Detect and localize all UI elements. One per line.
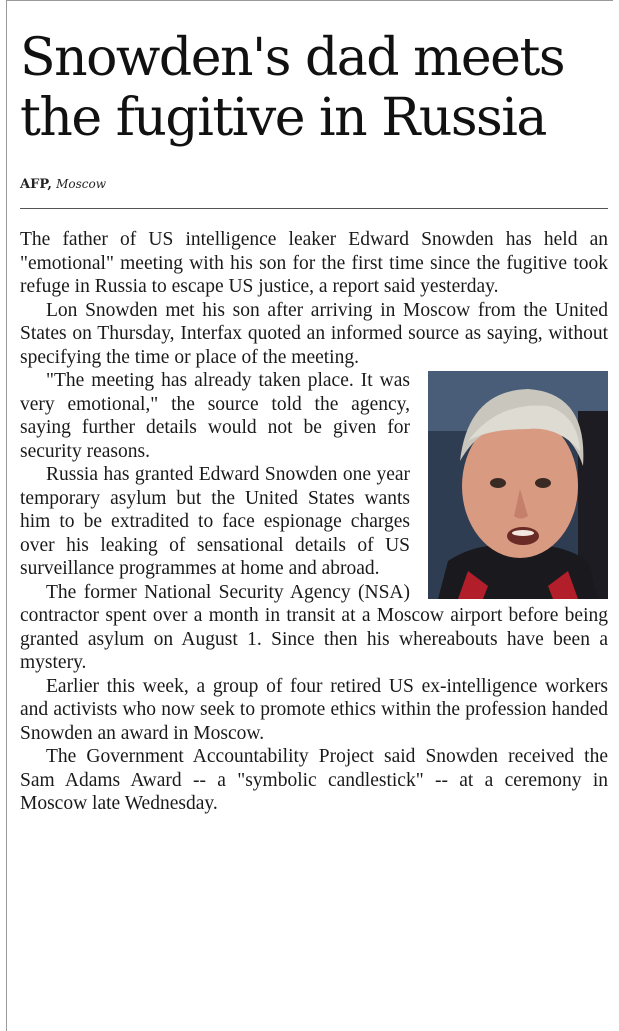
paragraph: Earlier this week, a group of four retired US ex-intelligence workers and activists who now seek to promote ethics within the profession handed Snowden an award in Moscow.: [20, 675, 608, 744]
paragraph: The former National Security Agency (NSA) contractor spent over a month in transit at a Moscow airport before being granted asylum on August 1. Since then his whereabouts have been a mystery.: [20, 581, 608, 673]
byline-agency: AFP,: [20, 177, 52, 192]
top-border-rule: [6, 0, 613, 1]
article-body: [20, 228, 608, 816]
paragraph: The Government Accountability Project said Snowden received the Sam Adams Award -- a "symbolic candlestick" -- at a ceremony in Moscow late Wednesday.: [20, 746, 608, 814]
paragraph: Lon Snowden met his son after arriving in Moscow from the United States on Thursday, Interfax quoted an informed source as saying, without specifying the time or place of the meeting.: [20, 299, 608, 368]
headline: Snowden's dad meets the fugitive in Russia: [20, 28, 565, 148]
lon-snowden-photo: [428, 371, 608, 599]
paragraph: Russia has granted Edward Snowden one year temporary asylum but the United States wants him to be extradited to face espionage charges over his leaking of sensational details of US surveillance programmes at home and abroad.: [20, 464, 410, 579]
byline-rule: [20, 208, 608, 209]
paragraph: The father of US intelligence leaker Edward Snowden has held an "emotional" meeting with his son for the first time since the fugitive took refuge in Russia to escape US justice, a report said yesterday.: [20, 229, 608, 297]
byline: [20, 177, 106, 192]
paragraph: "The meeting has already taken place. It was very emotional," the source told the agency, saying further details would not be given for security reasons.: [20, 370, 410, 462]
left-column-rule: [6, 0, 7, 1031]
portrait-illustration: [428, 371, 608, 599]
byline-place: Moscow: [56, 177, 106, 191]
